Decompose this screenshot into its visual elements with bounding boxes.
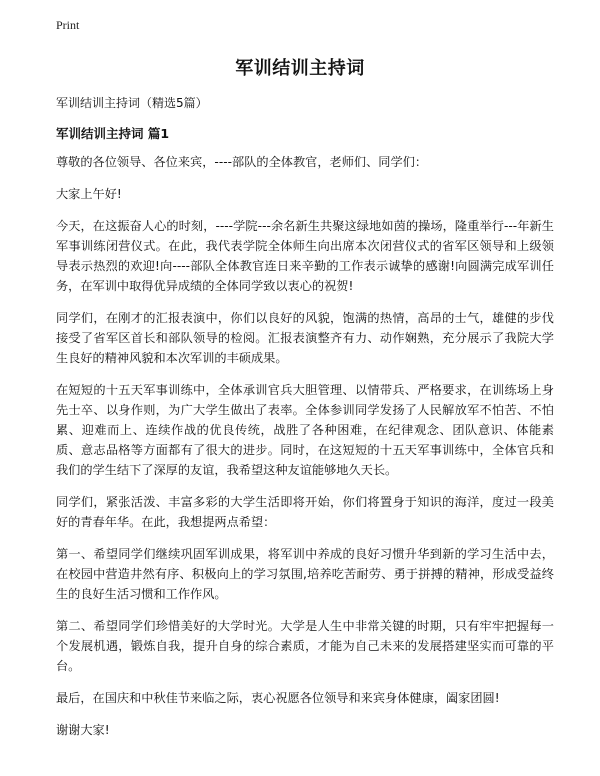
paragraph-training: 在短短的十五天军事训练中，全体承训官兵大胆管理、以情带兵、严格要求，在训练场上身先士卒、以身作则，为广大学生做出了表率。全体参训同学发扬了人民解放军不怕苦、不怕累、迎难而上、连续作战的优良传统，战胜了各种困难，在纪律观念、团队意识、体能素质、意志品格等方面都有了很大的进步。同时，在这短短的十五天军事训练中，全体官兵和我们的学生结下了深厚的友谊，我希望这种友谊能够地久天长。 (56, 383, 554, 477)
paragraph-hope-first: 第一、希望同学们继续巩固军训成果，将军训中养成的良好习惯升华到新的学习生活中去，在校园中营造井然有序、积极向上的学习氛围,培养吃苦耐劳、勇于拼搏的精神，形成受益终生的良好生活习惯和工作作风。 (56, 547, 554, 601)
document-subtitle: 军训结训主持词（精选5篇） (56, 96, 208, 110)
paragraph-good-morning: 大家上午好! (56, 187, 122, 201)
paragraph-closing: 最后，在国庆和中秋佳节来临之际，衷心祝愿各位领导和来宾身体健康，阖家团圆! (56, 691, 500, 705)
paragraph-greeting: 尊敬的各位领导、各位来宾，----部队的全体教官，老师们、同学们： (56, 155, 428, 169)
paragraph-review: 同学们，在刚才的汇报表演中，你们以良好的风貌，饱满的热情，高昂的士气，雄健的步伐接受了省军区首长和部队领导的检阅。汇报表演整齐有力、动作娴熟，充分展示了我院大学生良好的精神风貌和本次军训的丰硕成果。 (56, 311, 554, 365)
document-body (56, 152, 554, 752)
print-link[interactable]: Print (56, 18, 80, 32)
paragraph-thanks: 谢谢大家! (56, 723, 110, 737)
section-heading: 军训结训主持词 篇1 (56, 126, 170, 141)
paragraph-opening: 今天，在这振奋人心的时刻，----学院---余名新生共聚这绿地如茵的操场，隆重举行---年新生军事训练闭营仪式。在此，我代表学院全体师生向出席本次闭营仪式的省军区领导和上级领导表示热烈的欢迎!向----部队全体教官连日来辛勤的工作表示诚挚的感谢!向圆满完成军训任务，在军训中取得优异成绩的全体同学致以衷心的祝贺! (56, 219, 554, 293)
document-title: 军训结训主持词 (235, 58, 365, 79)
paragraph-hopes-intro: 同学们，紧张活泼、丰富多彩的大学生活即将开始，你们将置身于知识的海洋，度过一段美好的青春年华。在此，我想提两点希望： (56, 495, 554, 529)
paragraph-hope-second: 第二、希望同学们珍惜美好的大学时光。大学是人生中非常关键的时期，只有牢牢把握每一个发展机遇，锻炼自我，提升自身的综合素质，才能为自己未来的发展搭建坚实而可靠的平台。 (56, 619, 554, 673)
